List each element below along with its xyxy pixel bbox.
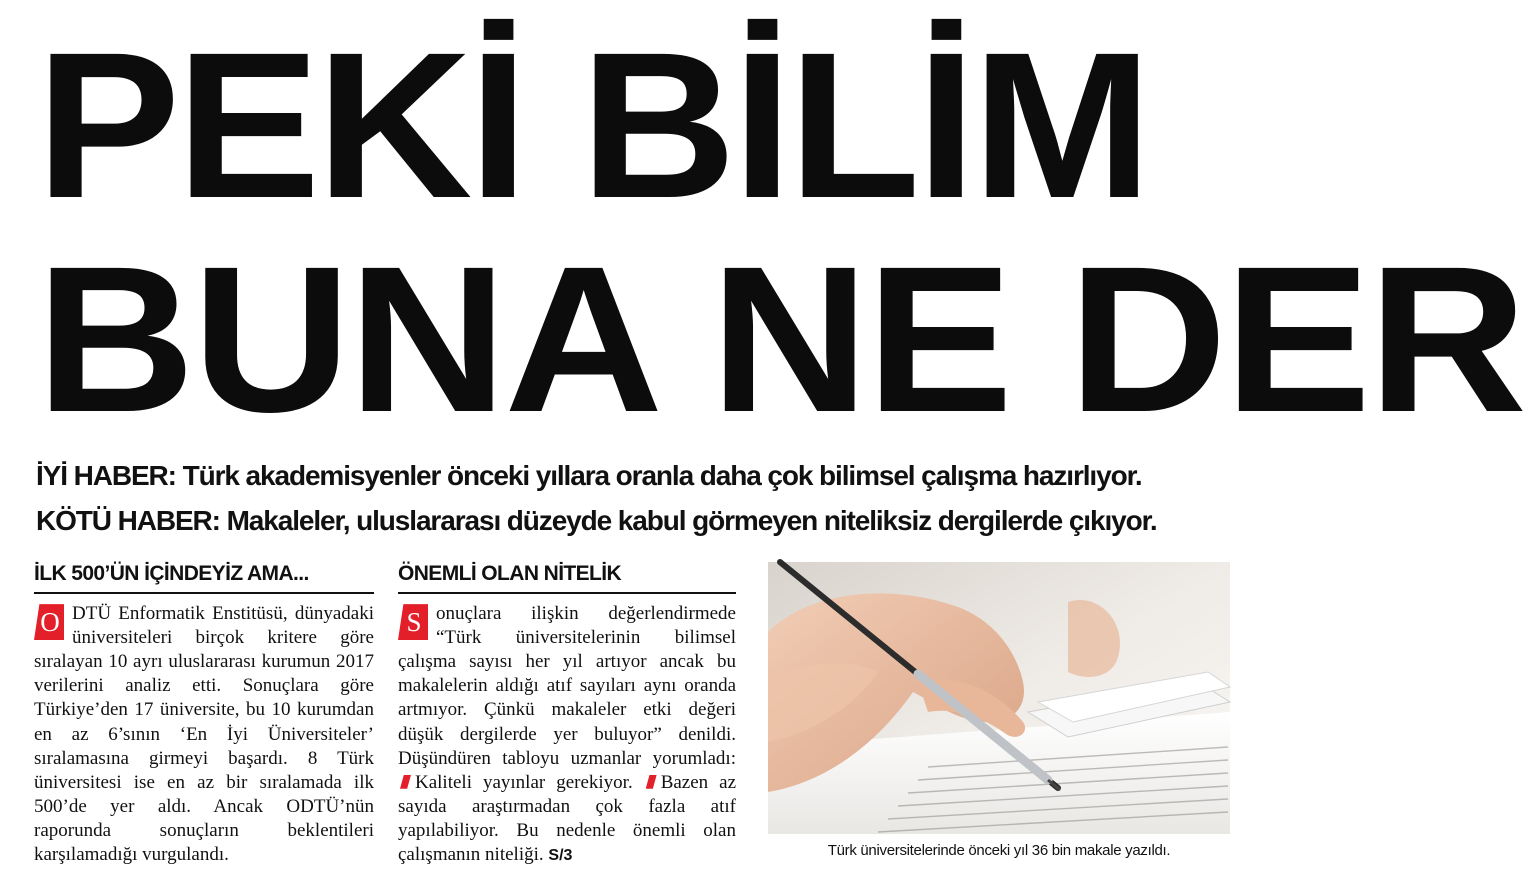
dropcap: S — [398, 604, 428, 640]
bullet-text: Kaliteli yayınlar gerekiyor. — [415, 771, 633, 793]
column-heading: İLK 500’ÜN İÇİNDEYİZ AMA... — [34, 562, 374, 594]
article-body — [34, 602, 374, 867]
headline-line-2: BUNA NE DER — [36, 224, 1524, 456]
deck-good-news: İYİ HABER: Türk akademisyenler önceki yıllara oranla daha çok bilimsel çalışma hazırlıyor. — [36, 460, 1142, 491]
column-quality — [398, 562, 736, 868]
column-heading: ÖNEMLİ OLAN NİTELİK — [398, 562, 736, 594]
article-text: onuçlara ilişkin değerlendirmede “Türk üniversitelerinin bilimsel çalışma sayısı her yıl artıyor ancak bu makalelerin aldığı atıf sayıları aynı oranda artmıyor. Çünkü makaleler etki değeri düşük dergilerde yer buluyor” denildi. Düşündüren tabloyu uzmanlar yorumladı: — [398, 603, 736, 769]
photo-caption: Türk üniversitelerinde önceki yıl 36 bin makale yazıldı. — [827, 842, 1171, 859]
bullet-marker-icon — [646, 775, 657, 789]
page-reference: S/3 — [548, 847, 573, 865]
article-text: DTÜ Enformatik Enstitüsü, dünyadaki üniversiteleri birçok kritere göre sıralayan 10 ayrı uluslararası kurumun 2017 verilerini analiz etti. Sonuçlara göre Türkiye’den 17 üniversite, bu 10 kurumdan en az 6’sının ‘En İyi Üniversiteler’ sıralamasına girmeyi başardı. 8 Türk üniversitesi ise en az bir sıralamada ilk 500’de yer aldı. Ancak ODTÜ’nün raporunda sonuçların beklentileri karşılamadığı vurgulandı. — [34, 603, 374, 866]
deck-bad-news: KÖTÜ HABER: Makaleler, uluslararası düzeyde kabul görmeyen niteliksiz dergilerde çıkıyor. — [36, 505, 1157, 536]
bullet-marker-icon — [400, 775, 411, 789]
dropcap: O — [34, 604, 64, 640]
headline-line-1: PEKİ BİLİM — [36, 10, 1149, 242]
column-top-500 — [34, 562, 374, 867]
photo-hand-writing — [768, 562, 1230, 834]
headline — [36, 10, 1524, 456]
article-body — [398, 602, 736, 868]
photo-illustration — [768, 562, 1230, 834]
bullet-text: Bazen az sayıda araştırmadan çok fazla atıf yapılabiliyor. Bu nedenle önemli olan çalışmanın niteliği. — [398, 771, 737, 866]
